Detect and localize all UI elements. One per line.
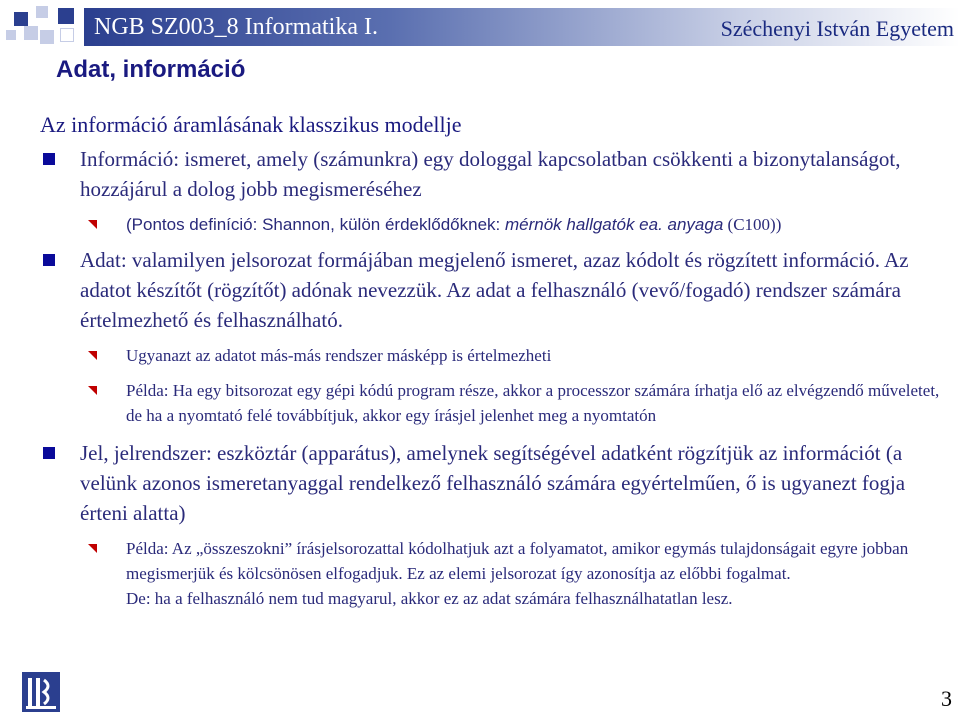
bullet-item-signal <box>40 438 940 528</box>
decor-square <box>24 26 38 40</box>
square-bullet-icon <box>43 254 55 266</box>
course-title: NGB SZ003_8 Informatika I. <box>94 14 378 40</box>
slide-body <box>40 112 940 611</box>
decor-square <box>14 12 28 26</box>
decor-square <box>40 30 54 44</box>
definition-text: (Pontos definíció: Shannon, külön érdeklődőknek: <box>126 215 505 234</box>
decor-square <box>36 6 48 18</box>
example-word-continuation: De: ha a felhasználó nem tud magyarul, akkor ez az adat számára felhasználhatatlan lesz. <box>126 589 733 608</box>
information-text: Információ: ismeret, amely (számunkra) egy dologgal kapcsolatban csökkenti a bizonytalanságot, hozzájárul a dolog jobb megismeréséhez <box>80 147 901 201</box>
decor-square <box>60 28 74 42</box>
red-triangle-bullet-icon <box>88 351 97 360</box>
signal-text: Jel, jelrendszer: eszköztár (apparátus), amelynek segítségével adatként rögzítjük az információt (a velünk azonos ismeretanyaggal rendelkező felhasználó számára egyértelműen, ő is ugyanezt fogja érteni alatta) <box>80 441 906 525</box>
definition-italic: mérnök hallgatók ea. anyaga <box>504 215 724 234</box>
slide-header <box>0 0 960 48</box>
decor-square <box>58 8 74 24</box>
sub-item-example-word <box>40 536 940 611</box>
square-bullet-icon <box>43 153 55 165</box>
sub-item-definition <box>40 212 940 237</box>
square-bullet-icon <box>43 447 55 459</box>
data-text: Adat: valamilyen jelsorozat formájában megjelenő ismeret, azaz kódolt és rögzített információ. Az adatot készítőt (rögzítőt) adónak nevezzük. Az adat a felhasználó (vevő/fogadó) rendszer számára értelmezhető és felhasználható. <box>80 248 909 332</box>
interpretation-text: Ugyanazt az adatot más-más rendszer másképp is értelmezheti <box>126 346 552 365</box>
example-word-text: Példa: Az „összeszokni” írásjelsorozattal kódolhatjuk azt a folyamatot, amikor egymás tulajdonságait egyre jobban megismerjük és kölcsönösen elfogadjuk. Ez az elemi jelsorozat így azonosítja az előbbi fogalmat. <box>126 539 909 583</box>
red-triangle-bullet-icon <box>88 386 97 395</box>
intro-heading: Az információ áramlásának klasszikus modellje <box>40 112 462 137</box>
sub-item-interpretation <box>40 343 940 368</box>
page-number: 3 <box>941 686 952 711</box>
slide-title: Adat, információ <box>56 56 246 83</box>
bullet-item-information <box>40 144 940 204</box>
red-triangle-bullet-icon <box>88 220 97 229</box>
example-bits-text: Példa: Ha egy bitsorozat egy gépi kódú program része, akkor a processzor számára írhatja elő az elvégzendő műveletet, de ha a nyomtató felé továbbítjuk, akkor egy írásjel jelenhet meg a nyomtatón <box>126 381 940 425</box>
university-name: Széchenyi István Egyetem <box>720 16 954 41</box>
red-triangle-bullet-icon <box>88 544 97 553</box>
bullet-item-data <box>40 245 940 335</box>
sub-item-example-bits <box>40 378 940 428</box>
decor-square <box>6 30 16 40</box>
definition-end: (C100)) <box>723 215 782 234</box>
university-logo <box>22 672 60 712</box>
